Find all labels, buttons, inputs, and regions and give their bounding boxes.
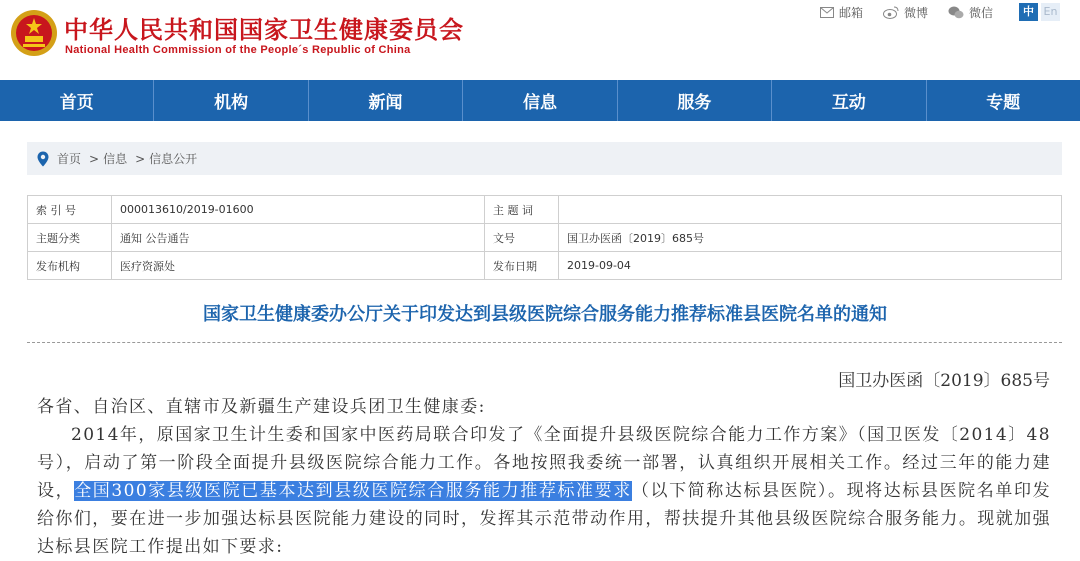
- site-title[interactable]: 中华人民共和国国家卫生健康委员会: [64, 16, 464, 44]
- site-header: [0, 0, 1080, 80]
- paragraph-text: （以下简称达标县医院）。现将达标县医院名单印发给你们，要在进一步加强达标县医院能力建设的同时，发挥其示范带动作用，帮扶提升其他县级医院综合服务能力。现就加强达标县医院工作提出如下要求:: [37, 481, 1051, 557]
- breadcrumb-disclosure[interactable]: 信息公开: [149, 152, 198, 166]
- nav-topics[interactable]: 专题: [986, 93, 1021, 113]
- keyword-value: [559, 196, 1062, 224]
- wechat-icon: [948, 6, 964, 19]
- issuer-label: 发布机构: [28, 252, 112, 280]
- table-row: [28, 252, 1062, 280]
- salutation: 各省、自治区、直辖市及新疆生产建设兵团卫生健康委:: [37, 397, 486, 417]
- weibo-link[interactable]: [883, 4, 928, 21]
- keyword-label: 主 题 词: [485, 196, 559, 224]
- breadcrumb-home[interactable]: 首页: [57, 152, 82, 166]
- nav-services[interactable]: 服务: [618, 80, 772, 121]
- main-nav: [0, 80, 1080, 121]
- location-pin-icon: [37, 151, 49, 167]
- nav-institutions[interactable]: 机构: [154, 80, 308, 121]
- paragraph-text: 2014年，原国家卫生计生委和国家中医药局联合印发了《全面提升县级医院综合能力工作方案》（国卫医发〔2014〕48号），启动了第一阶段全面提升县级医院综合能力工作。各地按照我委统一部署，认真组织开展相关工作。经过三年的能力建设，: [37, 425, 1051, 501]
- mail-link[interactable]: [820, 4, 863, 21]
- index-value: 000013610/2019-01600: [112, 196, 485, 224]
- issuer-value: 医疗资源处: [112, 252, 485, 280]
- highlighted-text[interactable]: 全国300家县级医院已基本达到县级医院综合服务能力推荐标准要求: [74, 481, 632, 501]
- nav-interaction[interactable]: 互动: [772, 80, 926, 121]
- category-value: 通知 公告通告: [112, 224, 485, 252]
- site-subtitle: National Health Commission of the People´s Republic of China: [65, 44, 411, 56]
- nav-home[interactable]: 首页: [0, 80, 154, 121]
- language-switcher: [1019, 3, 1063, 21]
- breadcrumb: [27, 142, 1062, 175]
- breadcrumb-separator: >: [135, 151, 146, 166]
- date-label: 发布日期: [485, 252, 559, 280]
- weibo-label: 微博: [904, 6, 929, 20]
- breadcrumb-information[interactable]: 信息: [103, 152, 128, 166]
- docno-value: 国卫办医函〔2019〕685号: [559, 224, 1062, 252]
- table-row: [28, 196, 1062, 224]
- article-body: [37, 393, 1051, 561]
- docno-label: 文号: [485, 224, 559, 252]
- document-number: 国卫办医函〔2019〕685号: [838, 371, 1050, 391]
- mail-icon: [820, 7, 834, 18]
- national-emblem-icon[interactable]: [10, 8, 58, 58]
- nav-news[interactable]: 新闻: [309, 80, 463, 121]
- breadcrumb-separator: >: [89, 151, 100, 166]
- wechat-label: 微信: [969, 6, 994, 20]
- title-divider: [27, 342, 1062, 343]
- wechat-link[interactable]: [948, 4, 993, 21]
- lang-english-button[interactable]: En: [1041, 3, 1060, 21]
- article-title: 国家卫生健康委办公厅关于印发达到县级医院综合服务能力推荐标准县医院名单的通知: [203, 304, 887, 325]
- lang-chinese-button[interactable]: 中: [1019, 3, 1038, 21]
- index-label: 索 引 号: [28, 196, 112, 224]
- document-info-table: [27, 195, 1062, 280]
- weibo-icon: [883, 6, 899, 19]
- date-value: 2019-09-04: [559, 252, 1062, 280]
- paragraph: [37, 421, 1051, 561]
- top-links: [820, 4, 1013, 21]
- category-label: 主题分类: [28, 224, 112, 252]
- nav-information[interactable]: 信息: [463, 80, 617, 121]
- table-row: [28, 224, 1062, 252]
- mail-label: 邮箱: [839, 6, 864, 20]
